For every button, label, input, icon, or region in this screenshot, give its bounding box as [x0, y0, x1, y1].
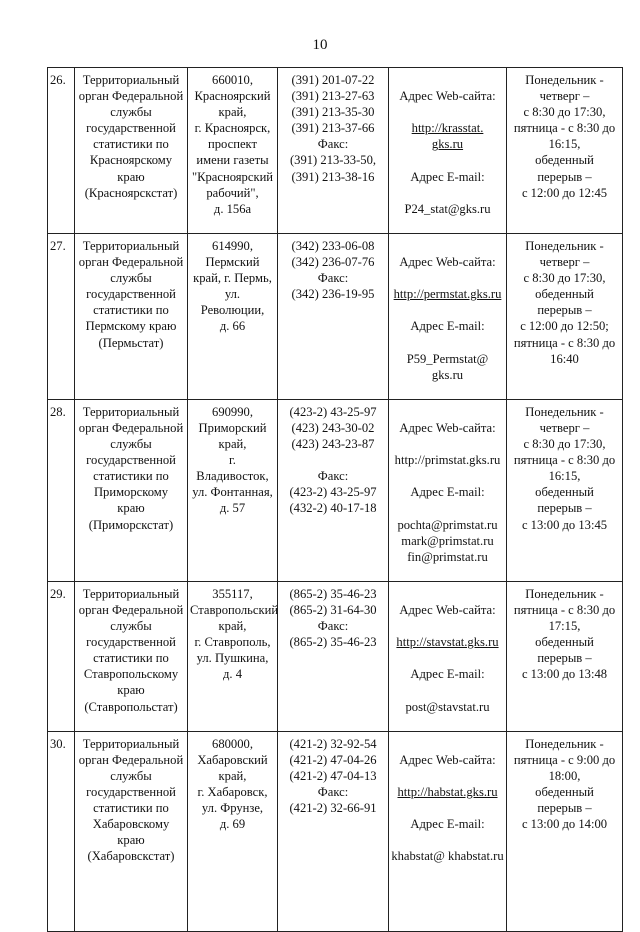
email-address[interactable]: P24_stat@gks.ru	[404, 201, 491, 216]
email-label: Адрес E-mail:	[410, 319, 485, 334]
web-label: Адрес Web-сайта:	[399, 752, 496, 767]
organ-name: Территориальный орган Федеральной службы государственной статистики по Пермскому краю (Пермьстат)	[75, 233, 188, 399]
email-label: Адрес E-mail:	[410, 169, 485, 184]
web-label: Адрес Web-сайта:	[399, 89, 496, 104]
organ-name: Территориальный орган Федеральной службы государственной статистики по Хабаровскому краю (Хабаровскстат)	[75, 731, 188, 931]
row-number: 27.	[48, 233, 75, 399]
website-link[interactable]: http://permstat.gks.ru	[393, 287, 502, 302]
email-address[interactable]: khabstat@ khabstat.ru	[391, 849, 504, 864]
working-hours: Понедельник - четверг – с 8:30 до 17:30, пятница - с 8:30 до 16:15, обеденный перерыв – с 13:00 до 13:45	[507, 399, 623, 581]
working-hours: Понедельник - четверг – с 8:30 до 17:30, пятница - с 8:30 до 16:15, обеденный перерыв – с 12:00 до 12:45	[507, 68, 623, 234]
contact-cell	[389, 233, 507, 399]
phone-numbers: (421-2) 32-92-54 (421-2) 47-04-26 (421-2) 47-04-13 Факс: (421-2) 32-66-91	[278, 731, 389, 931]
table-row	[48, 399, 623, 581]
website-link[interactable]: http://stavstat.gks.ru	[396, 635, 499, 650]
email-addresses[interactable]: pochta@primstat.ru mark@primstat.ru fin@primstat.ru	[397, 517, 498, 564]
working-hours: Понедельник - пятница - с 9:00 до 18:00, обеденный перерыв – с 13:00 до 14:00	[507, 731, 623, 931]
postal-address: 680000, Хабаровский край, г. Хабаровск, ул. Фрунзе, д. 69	[188, 731, 278, 931]
website-link[interactable]: http://primstat.gks.ru	[394, 453, 501, 468]
row-number: 26.	[48, 68, 75, 234]
row-number: 28.	[48, 399, 75, 581]
contact-cell	[389, 68, 507, 234]
table-row	[48, 68, 623, 234]
contact-cell	[389, 399, 507, 581]
organ-name: Территориальный орган Федеральной службы государственной статистики по Красноярскому краю (Красноярскстат)	[75, 68, 188, 234]
working-hours: Понедельник - четверг – с 8:30 до 17:30, обеденный перерыв – с 12:00 до 12:50; пятница - с 8:30 до 16:40	[507, 233, 623, 399]
website-link[interactable]: http://krasstat. gks.ru	[411, 121, 484, 152]
email-label: Адрес E-mail:	[410, 485, 485, 500]
email-address[interactable]: P59_Permstat@ gks.ru	[406, 351, 489, 382]
postal-address: 690990, Приморский край, г. Владивосток, ул. Фонтанная, д. 57	[188, 399, 278, 581]
organ-name: Территориальный орган Федеральной службы государственной статистики по Приморскому краю (Приморскстат)	[75, 399, 188, 581]
postal-address: 614990, Пермский край, г. Пермь, ул. Революции, д. 66	[188, 233, 278, 399]
contact-cell	[389, 731, 507, 931]
working-hours: Понедельник - пятница - с 8:30 до 17:15, обеденный перерыв – с 13:00 до 13:48	[507, 581, 623, 731]
email-label: Адрес E-mail:	[410, 667, 485, 682]
table-row	[48, 233, 623, 399]
contact-cell	[389, 581, 507, 731]
email-address[interactable]: post@stavstat.ru	[405, 699, 490, 714]
phone-numbers: (865-2) 35-46-23 (865-2) 31-64-30 Факс: (865-2) 35-46-23	[278, 581, 389, 731]
table-row	[48, 581, 623, 731]
page-number: 10	[312, 37, 328, 53]
postal-address: 660010, Красноярский край, г. Красноярск, проспект имени газеты "Красноярский рабочий", д. 156а	[188, 68, 278, 234]
web-label: Адрес Web-сайта:	[399, 255, 496, 270]
web-label: Адрес Web-сайта:	[399, 420, 496, 435]
phone-numbers: (391) 201-07-22 (391) 213-27-63 (391) 213-35-30 (391) 213-37-66 Факс: (391) 213-33-50, (391) 213-38-16	[278, 68, 389, 234]
table-row	[48, 731, 623, 931]
phone-numbers: (342) 233-06-08 (342) 236-07-76 Факс: (342) 236-19-95	[278, 233, 389, 399]
row-number: 29.	[48, 581, 75, 731]
row-number: 30.	[48, 731, 75, 931]
website-link[interactable]: http://habstat.gks.ru	[397, 785, 498, 800]
phone-numbers: (423-2) 43-25-97 (423) 243-30-02 (423) 243-23-87 Факс: (423-2) 43-25-97 (432-2) 40-17-18	[278, 399, 389, 581]
web-label: Адрес Web-сайта:	[399, 603, 496, 617]
registry-table	[47, 67, 623, 932]
email-label: Адрес E-mail:	[410, 817, 485, 832]
organ-name: Территориальный орган Федеральной службы государственной статистики по Ставропольскому краю (Ставропольстат)	[75, 581, 188, 731]
postal-address: 355117, Ставропольский край, г. Ставрополь, ул. Пушкина, д. 4	[188, 581, 278, 731]
